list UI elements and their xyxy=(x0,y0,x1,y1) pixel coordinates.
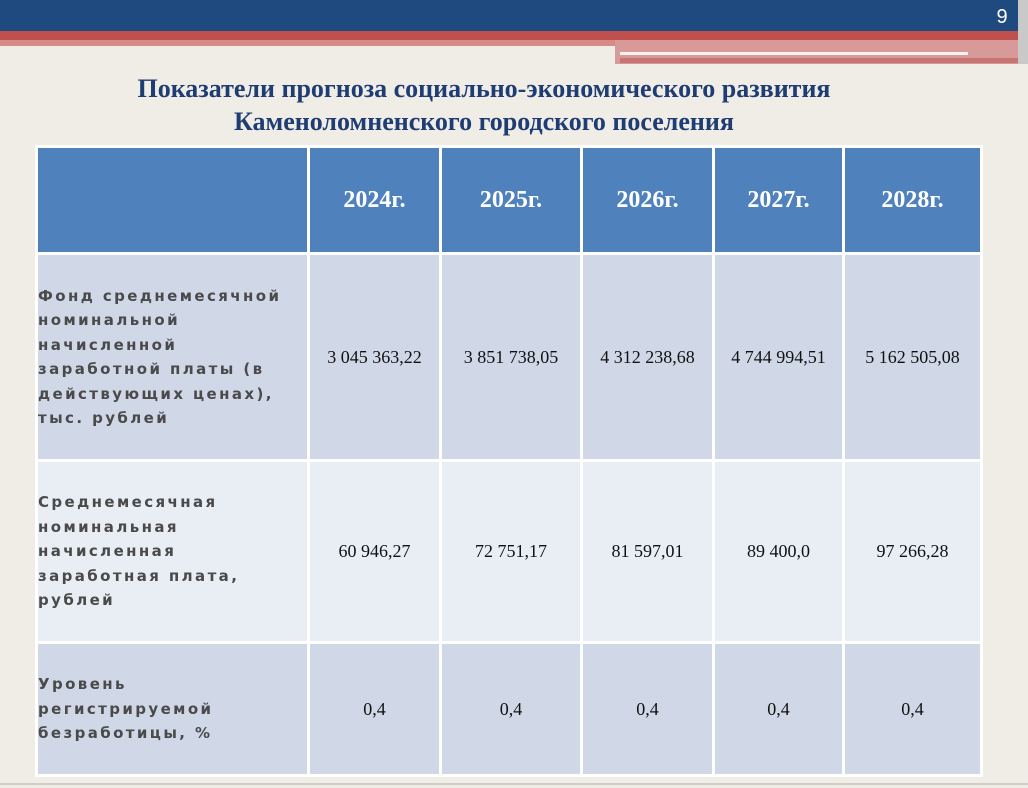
red-band xyxy=(0,31,1028,40)
side-strip xyxy=(1018,0,1028,64)
row-label-wage-fund: Фонд среднемесячной номинальной начисленной заработной платы (в действующих ценах), тыс. рублей xyxy=(37,254,309,461)
cell-value: 0,4 xyxy=(309,643,441,776)
header-year-2027: 2027г. xyxy=(714,147,844,254)
cell-value: 3 045 363,22 xyxy=(309,254,441,461)
table-row xyxy=(37,643,982,776)
table-row xyxy=(37,254,982,461)
top-band xyxy=(0,0,1028,31)
title-line-1: Показатели прогноза социально-экономического развития xyxy=(137,74,831,103)
slide-title xyxy=(40,72,928,138)
cell-value: 0,4 xyxy=(844,643,982,776)
row-label-unemployment: Уровень регистрируемой безработицы, % xyxy=(37,643,309,776)
page-number: 9 xyxy=(996,6,1008,28)
table-header-row xyxy=(37,147,982,254)
cell-value: 97 266,28 xyxy=(844,461,982,643)
red-band-thin xyxy=(0,40,620,46)
cell-value: 4 312 238,68 xyxy=(582,254,714,461)
cell-value: 5 162 505,08 xyxy=(844,254,982,461)
red-band-lower xyxy=(620,58,1020,63)
forecast-table xyxy=(35,145,983,777)
cell-value: 72 751,17 xyxy=(441,461,582,643)
cell-value: 0,4 xyxy=(582,643,714,776)
title-line-2: Каменоломненского городского поселения xyxy=(234,107,734,136)
cell-value: 89 400,0 xyxy=(714,461,844,643)
row-label-average-wage: Среднемесячная номинальная начисленная заработная плата, рублей xyxy=(37,461,309,643)
cell-value: 0,4 xyxy=(714,643,844,776)
bottom-divider xyxy=(0,783,1028,785)
cell-value: 3 851 738,05 xyxy=(441,254,582,461)
cell-value: 0,4 xyxy=(441,643,582,776)
header-corner-cell xyxy=(37,147,309,254)
header-year-2026: 2026г. xyxy=(582,147,714,254)
cell-value: 60 946,27 xyxy=(309,461,441,643)
white-stripe xyxy=(620,52,968,55)
cell-value: 81 597,01 xyxy=(582,461,714,643)
header-year-2028: 2028г. xyxy=(844,147,982,254)
cell-value: 4 744 994,51 xyxy=(714,254,844,461)
header-year-2024: 2024г. xyxy=(309,147,441,254)
header-year-2025: 2025г. xyxy=(441,147,582,254)
table-row xyxy=(37,461,982,643)
